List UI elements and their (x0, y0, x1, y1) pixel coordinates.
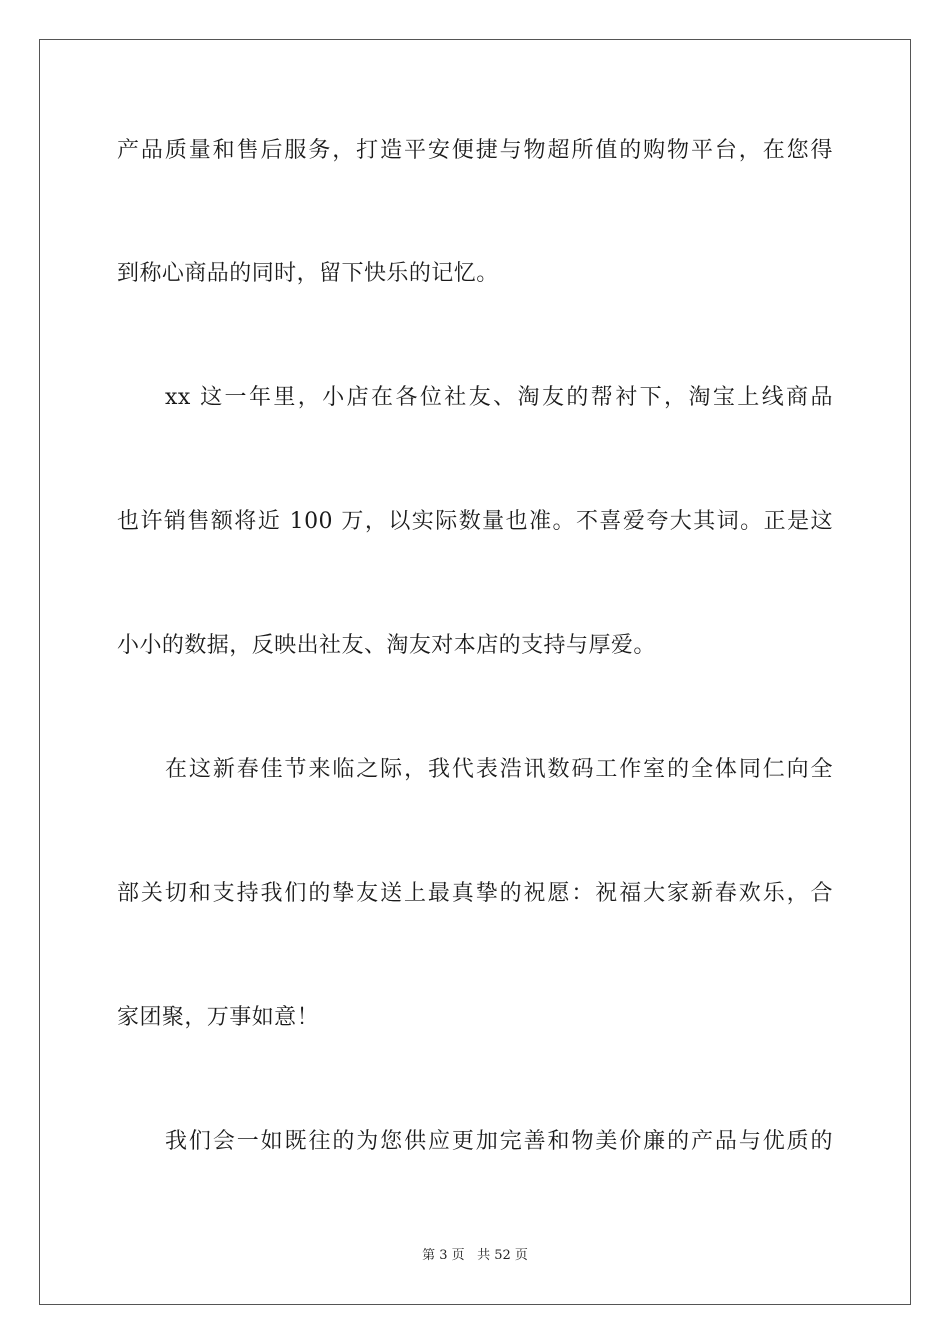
body-line-2: 到称心商品的同时，留下快乐的记忆。 (117, 261, 499, 286)
body-line-1: 产品质量和售后服务，打造平安便捷与物超所值的购物平台，在您得 (117, 138, 833, 163)
body-line-6: 在这新春佳节来临之际，我代表浩讯数码工作室的全体同仁向全 (165, 757, 833, 782)
body-line-7: 部关切和支持我们的挚友送上最真挚的祝愿：祝福大家新春欢乐，合 (117, 881, 833, 906)
page-footer (0, 1247, 950, 1265)
page-total: 共 52 页 (477, 1248, 528, 1263)
page-border (39, 39, 911, 1305)
body-line-9: 我们会一如既往的为您供应更加完善和物美价廉的产品与优质的 (165, 1129, 833, 1154)
body-line-3: xx 这一年里，小店在各位社友、淘友的帮衬下，淘宝上线商品 (165, 385, 833, 410)
body-line-5: 小小的数据，反映出社友、淘友对本店的支持与厚爱。 (117, 633, 656, 658)
body-line-8: 家团聚，万事如意！ (117, 1005, 320, 1030)
page-number: 第 3 页 (422, 1248, 465, 1263)
body-line-4: 也许销售额将近 100 万，以实际数量也准。不喜爱夸大其词。正是这 (117, 509, 833, 534)
